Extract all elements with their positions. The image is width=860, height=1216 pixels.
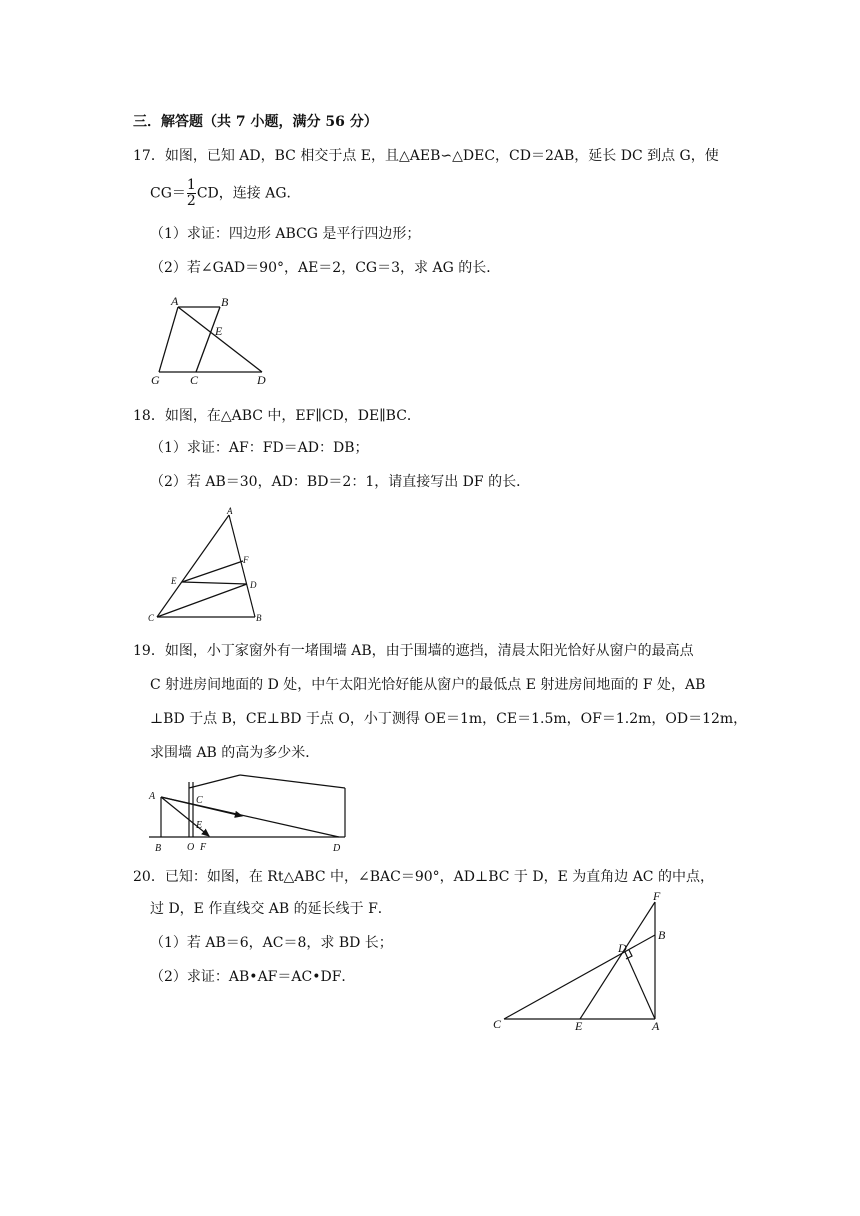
fraction-numerator: 1	[186, 177, 196, 193]
q20-line1	[133, 867, 714, 887]
q20-line2: 过 D，E 作直线交 AB 的延长线于 F．	[150, 901, 392, 917]
fraction-denominator: 2	[186, 193, 196, 209]
q20-part2: （2）求证：AB•AF＝AC•DF．	[150, 969, 356, 985]
q17-figure	[145, 293, 285, 388]
q19-line4: 求围墙 AB 的高为多少米．	[150, 745, 320, 761]
q17-text-1: 如图，已知 AD，BC 相交于点 E，且△AEB∽△DEC，CD＝2AB，延长 DC 到点 G，使	[164, 148, 719, 164]
q20-figure	[490, 890, 680, 1035]
q17-label-D: D	[257, 373, 266, 387]
q19-label-D: D	[333, 843, 341, 854]
q20-label-A: A	[652, 1019, 660, 1033]
q17-label-B: B	[221, 295, 229, 309]
q17-label-A: A	[171, 294, 179, 308]
q18-line1	[133, 406, 421, 426]
q18-label-F: F	[243, 555, 249, 565]
q19-figure	[145, 772, 360, 857]
q19-line1	[133, 641, 694, 661]
q18-label-E: E	[171, 576, 177, 586]
q17-part1: （1）求证：四边形 ABCG 是平行四边形；	[150, 226, 421, 242]
q20-label-C: C	[493, 1017, 502, 1031]
q19-number: 19．	[133, 643, 165, 659]
q20-label-F: F	[653, 889, 661, 903]
q17-label-C: C	[190, 373, 199, 387]
q18-label-C: C	[148, 613, 155, 623]
q20-text-1: 已知：如图，在 Rt△ABC 中，∠BAC＝90°，AD⊥BC 于 D，E 为直角边 AC 的中点，	[164, 869, 714, 885]
q19-line2: C 射进房间地面的 D 处，中午太阳光恰好能从窗户的最低点 E 射进房间地面的 F 处，AB	[150, 677, 706, 693]
q19-label-A: A	[149, 791, 156, 802]
q17-line2-pre: CG＝	[150, 185, 186, 202]
q19-text-1: 如图，小丁家窗外有一堵围墙 AB，由于围墙的遮挡，清晨太阳光恰好从窗户的最高点	[164, 643, 694, 659]
q17-line2	[150, 178, 301, 209]
q20-label-D: D	[618, 941, 627, 955]
q19-label-E: E	[196, 820, 203, 831]
q17-label-G: G	[151, 373, 160, 387]
q19-label-F: F	[200, 842, 207, 853]
q17-part2: （2）若∠GAD＝90°，AE＝2，CG＝3，求 AG 的长．	[150, 260, 501, 276]
q20-part1: （1）若 AB＝6，AC＝8，求 BD 长；	[150, 935, 393, 951]
q19-line3: ⊥BD 于点 B，CE⊥BD 于点 O，小丁测得 OE＝1m，CE＝1.5m，OF＝1.2m，OD＝12m，	[150, 711, 748, 727]
q17-line1	[133, 146, 719, 166]
q18-figure	[145, 505, 265, 623]
q17-label-E: E	[215, 324, 223, 338]
q19-label-O: O	[187, 842, 195, 853]
q20-label-B: B	[658, 928, 666, 942]
q18-label-D: D	[250, 580, 257, 590]
q18-part1: （1）求证：AF：FD＝AD：DB；	[150, 440, 369, 456]
q18-part2: （2）若 AB＝30，AD：BD＝2：1，请直接写出 DF 的长．	[150, 474, 531, 490]
fraction-one-half	[187, 178, 196, 209]
q18-label-B: B	[256, 613, 262, 623]
q19-label-B: B	[155, 843, 162, 854]
q18-number: 18．	[133, 408, 165, 424]
q20-number: 20．	[133, 869, 165, 885]
q17-line2-post: CD，连接 AG．	[196, 185, 301, 202]
q19-label-C: C	[196, 795, 203, 806]
q18-label-A: A	[227, 506, 233, 516]
section-title: 三．解答题（共 7 小题，满分 56 分）	[133, 114, 378, 130]
q17-number: 17．	[133, 148, 165, 164]
q18-text-1: 如图，在△ABC 中，EF∥CD，DE∥BC．	[164, 408, 421, 424]
q20-label-E: E	[575, 1019, 583, 1033]
